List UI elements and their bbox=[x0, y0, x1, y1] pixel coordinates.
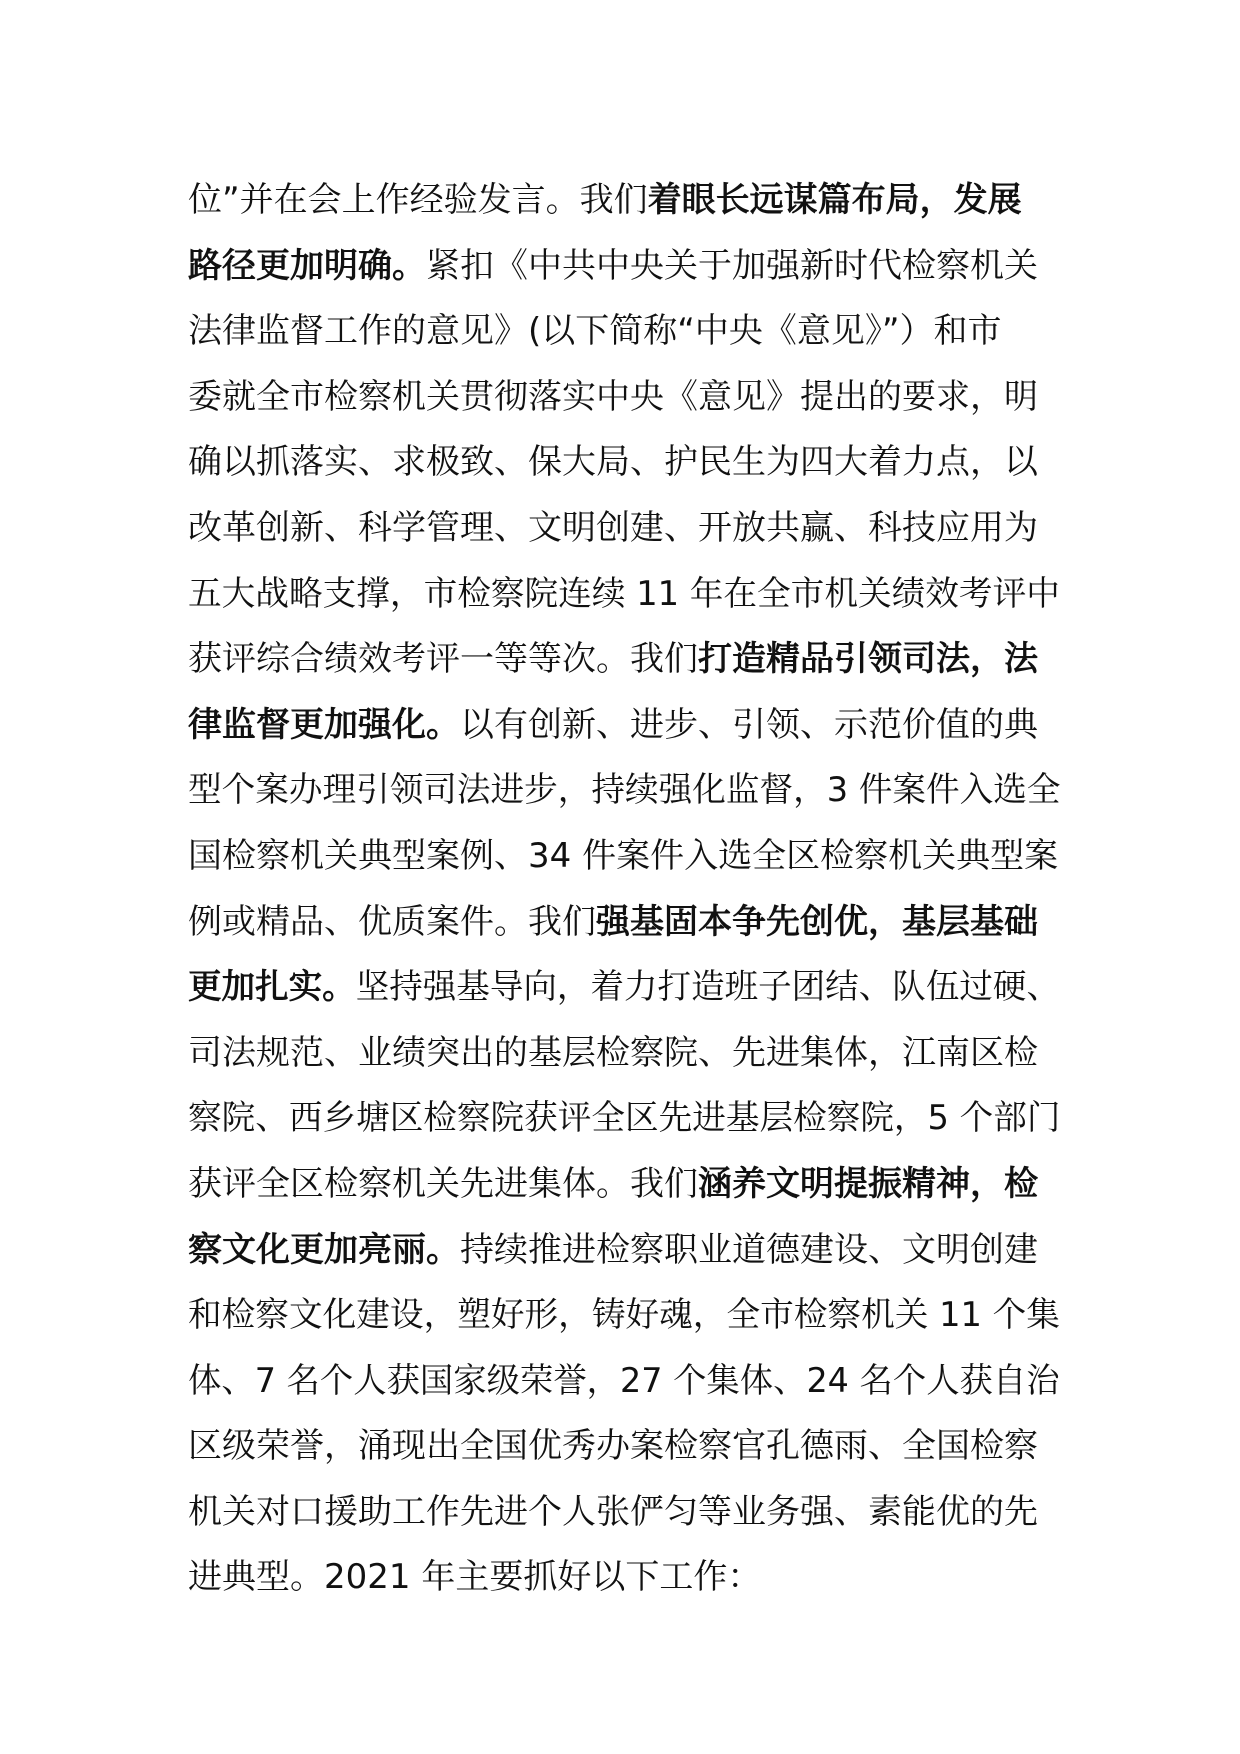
text-line bbox=[188, 1283, 1060, 1349]
bold-heading-phrase: 律监督更加强化。 bbox=[188, 704, 460, 745]
body-paragraph bbox=[188, 168, 1060, 1611]
text-segment: 获评全区检察机关先进集体。我们 bbox=[188, 1163, 698, 1204]
text-line bbox=[188, 824, 1060, 890]
bold-heading-phrase: 更加扎实。 bbox=[188, 967, 356, 1008]
text-segment: 紧扣《中共中央关于加强新时代检察机关 bbox=[426, 245, 1038, 286]
text-line bbox=[188, 693, 1060, 759]
text-line bbox=[188, 1545, 1060, 1611]
text-line bbox=[188, 496, 1060, 562]
text-line bbox=[188, 758, 1061, 824]
bold-heading-phrase: 强基固本争先创优，基层基础 bbox=[596, 901, 1038, 942]
bold-heading-phrase: 涵养文明提振精神，检 bbox=[698, 1163, 1038, 1204]
text-segment: 五大战略支撑，市检察院连续 11 年在全市机关绩效考评中 bbox=[188, 573, 1060, 614]
bold-heading-phrase: 打造精品引领司法，法 bbox=[698, 639, 1038, 680]
text-segment: 委就全市检察机关贯彻落实中央《意见》提出的要求，明 bbox=[188, 376, 1038, 417]
text-segment: 法律监督工作的意见》(以下简称“中央《意见》”）和市 bbox=[188, 311, 1002, 352]
text-line bbox=[188, 430, 1060, 496]
text-segment: 例或精品、优质案件。我们 bbox=[188, 901, 596, 942]
text-line bbox=[188, 299, 1060, 365]
text-line bbox=[188, 1086, 1061, 1152]
text-segment: 持续推进检察职业道德建设、文明创建 bbox=[460, 1229, 1038, 1270]
text-segment: 机关对口援助工作先进个人张俨匀等业务强、素能优的先 bbox=[188, 1491, 1038, 1532]
text-line bbox=[188, 1021, 1060, 1087]
text-segment: 确以抓落实、求极致、保大局、护民生为四大着力点，以 bbox=[188, 442, 1038, 483]
text-line bbox=[188, 1349, 1060, 1415]
text-line bbox=[188, 627, 1060, 693]
bold-heading-phrase: 路径更加明确。 bbox=[188, 245, 426, 286]
text-segment: 察院、西乡塘区检察院获评全区先进基层检察院，5 个部门 bbox=[188, 1098, 1061, 1139]
text-segment: 和检察文化建设，塑好形，铸好魂，全市检察机关 11 个集 bbox=[188, 1295, 1060, 1336]
bold-heading-phrase: 着眼长远谋篇布局，发展 bbox=[647, 180, 1022, 220]
text-line bbox=[188, 890, 1060, 956]
text-segment: 获评综合绩效考评一等等次。我们 bbox=[188, 639, 698, 680]
text-segment: 位”并在会上作经验发言。我们 bbox=[188, 180, 648, 220]
text-line bbox=[188, 365, 1060, 431]
text-segment: 司法规范、业绩突出的基层检察院、先进集体，江南区检 bbox=[188, 1032, 1038, 1073]
text-line bbox=[188, 1480, 1060, 1546]
text-segment: 进典型。2021 年主要抓好以下工作： bbox=[188, 1557, 762, 1598]
text-line bbox=[188, 1414, 1060, 1480]
bold-heading-phrase: 察文化更加亮丽。 bbox=[188, 1229, 460, 1270]
text-line bbox=[188, 234, 1060, 300]
text-line bbox=[188, 1218, 1060, 1284]
text-segment: 以有创新、进步、引领、示范价值的典 bbox=[460, 704, 1038, 745]
text-segment: 国检察机关典型案例、34 件案件入选全区检察机关典型案 bbox=[188, 835, 1059, 876]
text-line bbox=[188, 562, 1060, 628]
text-segment: 区级荣誉，涌现出全国优秀办案检察官孔德雨、全国检察 bbox=[188, 1426, 1038, 1467]
text-segment: 型个案办理引领司法进步，持续强化监督，3 件案件入选全 bbox=[188, 770, 1061, 811]
text-line bbox=[188, 1152, 1060, 1218]
text-line bbox=[188, 168, 1060, 234]
text-segment: 改革创新、科学管理、文明创建、开放共赢、科技应用为 bbox=[188, 507, 1038, 548]
text-segment: 体、7 名个人获国家级荣誉，27 个集体、24 名个人获自治 bbox=[188, 1360, 1060, 1401]
text-line bbox=[188, 955, 1060, 1021]
text-segment: 坚持强基导向，着力打造班子团结、队伍过硬、 bbox=[355, 967, 1060, 1008]
